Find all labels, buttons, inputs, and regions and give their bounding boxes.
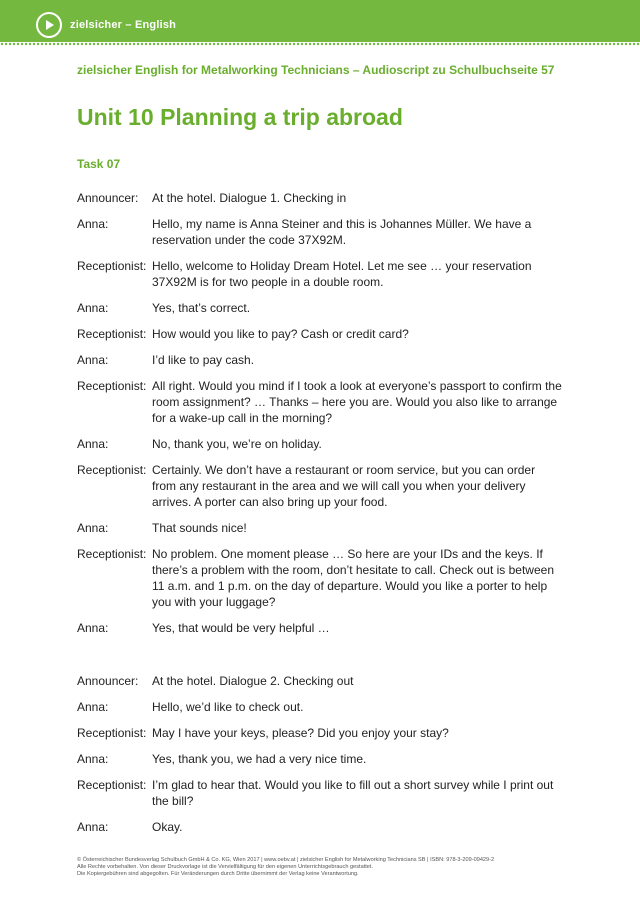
page-title: Unit 10 Planning a trip abroad	[77, 104, 403, 130]
footer	[77, 857, 577, 879]
dialogue-text: Hello, my name is Anna Steiner and this is Johannes Müller. We have a reservation under the code 37X92M.	[152, 217, 532, 247]
dialogue-line	[77, 436, 567, 452]
dialogue-text: May I have your keys, please? Did you enjoy your stay?	[152, 726, 449, 740]
footer-rights: Alle Rechte vorbehalten. Von dieser Druckvorlage ist die Vervielfältigung für den eigenen Unterrichtsgebrauch gestattet.	[77, 864, 374, 871]
dialogue-text: Okay.	[152, 820, 183, 834]
speaker-name: Anna:	[77, 752, 109, 766]
dialogue-text: No, thank you, we’re on holiday.	[152, 437, 322, 451]
dialogue-text: I’m glad to hear that. Would you like to fill out a short survey while I print out the bill?	[152, 778, 554, 808]
play-icon	[36, 12, 62, 38]
dialogue-line	[77, 520, 567, 536]
speaker-name: Anna:	[77, 521, 109, 535]
speaker-name: Announcer:	[77, 674, 139, 688]
speaker-name: Receptionist:	[77, 327, 147, 341]
dialogue-line	[77, 300, 567, 316]
header-dotted-edge	[0, 38, 640, 46]
dialogue-line	[77, 699, 567, 715]
dialogue-text: Hello, we’d like to check out.	[152, 700, 304, 714]
dialogue-line	[77, 725, 567, 741]
speaker-name: Receptionist:	[77, 259, 147, 273]
dialogue-2	[77, 673, 567, 835]
speaker-name: Anna:	[77, 820, 109, 834]
speaker-name: Anna:	[77, 437, 109, 451]
speaker-name: Receptionist:	[77, 379, 147, 393]
dialogue-line	[77, 462, 567, 510]
task-label: Task 07	[77, 157, 121, 171]
dialogue-line	[77, 819, 567, 835]
dialogue-text: Yes, that would be very helpful …	[152, 621, 330, 635]
dialogue-text: All right. Would you mind if I took a look at everyone’s passport to confirm the room assignment? … Thanks – here you are. Would you also like to arrange for a wake-up call in the morning?	[152, 379, 562, 425]
footer-copyright: © Österreichischer Bundesverlag Schulbuch GmbH & Co. KG, Wien 2017 | www.oebv.at | zielsicher English for Metalworking Technicians SB | ISBN: 978-3-209-09429-2	[77, 857, 495, 863]
speaker-name: Receptionist:	[77, 778, 147, 792]
dialogue-text: At the hotel. Dialogue 2. Checking out	[152, 674, 354, 688]
speaker-name: Anna:	[77, 700, 109, 714]
speaker-name: Anna:	[77, 621, 109, 635]
speaker-name: Anna:	[77, 301, 109, 315]
dialogue-line	[77, 216, 567, 248]
dialogue-line	[77, 673, 567, 689]
dialogue-line	[77, 620, 567, 636]
dialogue-text: Yes, that’s correct.	[152, 301, 251, 315]
dialogue-line	[77, 777, 567, 809]
dialogue-line	[77, 326, 567, 342]
dialogue-line	[77, 352, 567, 368]
dialogue-text: That sounds nice!	[152, 521, 247, 535]
dialogue-line	[77, 751, 567, 767]
dialogue-text: At the hotel. Dialogue 1. Checking in	[152, 191, 347, 205]
footer-disclaimer: Die Kopiergebühren sind abgegolten. Für Veränderungen durch Dritte übernimmt der Verlag keine Verantwortung.	[77, 871, 359, 878]
dialogue-line	[77, 546, 567, 610]
dialogue-line	[77, 258, 567, 290]
dialogue-text: Yes, thank you, we had a very nice time.	[152, 752, 367, 766]
dialogue-1	[77, 190, 567, 636]
speaker-name: Announcer:	[77, 191, 139, 205]
speaker-name: Receptionist:	[77, 463, 147, 477]
brand-logo	[36, 12, 176, 38]
dialogue-line	[77, 378, 567, 426]
speaker-name: Receptionist:	[77, 547, 147, 561]
dialogue-text: I’d like to pay cash.	[152, 353, 255, 367]
dialogue-line	[77, 190, 567, 206]
dialogue-text: How would you like to pay? Cash or credit card?	[152, 327, 409, 341]
document-subtitle: zielsicher English for Metalworking Technicians – Audioscript zu Schulbuchseite 57	[77, 63, 555, 77]
dialogue-text: Hello, welcome to Holiday Dream Hotel. Let me see … your reservation 37X92M is for two people in a double room.	[152, 259, 532, 289]
dialogue-text: No problem. One moment please … So here are your IDs and the keys. If there’s a problem with the room, don’t hesitate to call. Check out is between 11 a.m. and 1 p.m. on the day of departure. Would you like a porter to help you with your luggage?	[152, 547, 554, 609]
speaker-name: Anna:	[77, 217, 109, 231]
speaker-name: Receptionist:	[77, 726, 147, 740]
dialogue-text: Certainly. We don’t have a restaurant or room service, but you can order from any restaurant in the area and we will call you when your delivery arrives. A porter can also bring up your food.	[152, 463, 536, 509]
logo-text: zielsicher – English	[70, 19, 177, 31]
speaker-name: Anna:	[77, 353, 109, 367]
